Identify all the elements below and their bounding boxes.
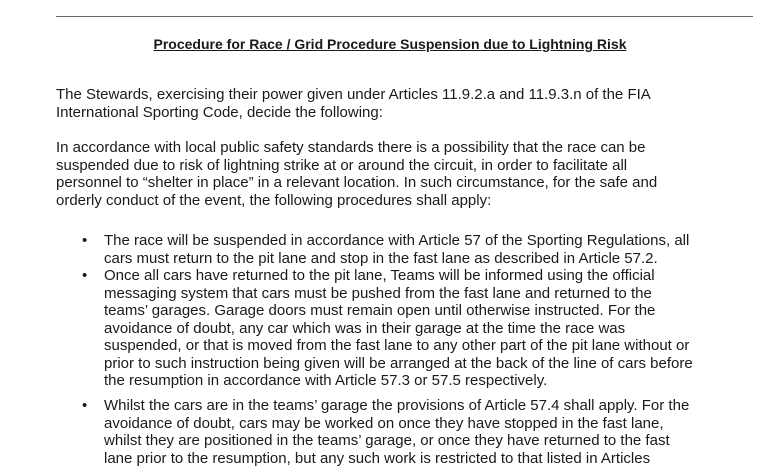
document-title: Procedure for Race / Grid Procedure Suspension due to Lightning Risk (153, 36, 627, 52)
intro-line: International Sporting Code, decide the following: (56, 103, 383, 121)
intro-line: The Stewards, exercising their power given under Articles 11.9.2.a and 11.9.3.n of the FIA (56, 86, 651, 103)
body-line: suspended due to risk of lightning strike at or around the circuit, in order to facilitate all (56, 156, 628, 174)
bullet-item (82, 267, 744, 390)
bullet-line: the resumption in accordance with Article 57.3 or 57.5 respectively. (104, 372, 548, 389)
bullet-line: teams’ garages. Garage doors must remain open until otherwise instructed. For the (104, 302, 656, 319)
bullet-line: Whilst the cars are in the teams’ garage the provisions of Article 57.4 shall apply. For the (104, 397, 690, 414)
bullet-line: prior to such instruction being given will be arranged at the back of the line of cars before (104, 354, 693, 372)
bullet-item (82, 232, 744, 267)
bullet-line: Once all cars have returned to the pit lane, Teams will be informed using the official (104, 267, 655, 284)
bullet-line: cars must return to the pit lane and stop in the fast lane as described in Article 57.2. (104, 249, 658, 267)
bullet-line: lane prior to the resumption, but any such work is restricted to that listed in Articles (104, 449, 651, 467)
body-line: orderly conduct of the event, the following procedures shall apply: (56, 191, 492, 209)
bullet-line: messaging system that cars must be pushed from the fast lane and returned to the (104, 284, 652, 302)
intro-paragraph (56, 86, 746, 121)
bullet-line: whilst they are positioned in the teams’ garage, or once they have returned to the fast (104, 432, 670, 449)
bullet-line: The race will be suspended in accordance with Article 57 of the Sporting Regulations, all (104, 232, 690, 249)
bullet-symbol: • (82, 232, 88, 249)
bullet-item (82, 397, 744, 467)
bullet-line: suspended, or that is moved from the fast lane to any other part of the pit lane without or (104, 337, 690, 354)
body-line: personnel to “shelter in place” in a relevant location. In such circumstance, for the safe and (56, 174, 658, 191)
body-line: In accordance with local public safety standards there is a possibility that the race can be (56, 139, 646, 156)
bullet-line: avoidance of doubt, any car which was in their garage at the time the race was (104, 319, 626, 337)
bullet-symbol: • (82, 397, 88, 414)
top-rule (56, 16, 753, 17)
body-paragraph (56, 139, 746, 209)
bullet-line: avoidance of doubt, cars may be worked on once they have stopped in the fast lane, (104, 414, 664, 432)
bullet-symbol: • (82, 267, 88, 284)
